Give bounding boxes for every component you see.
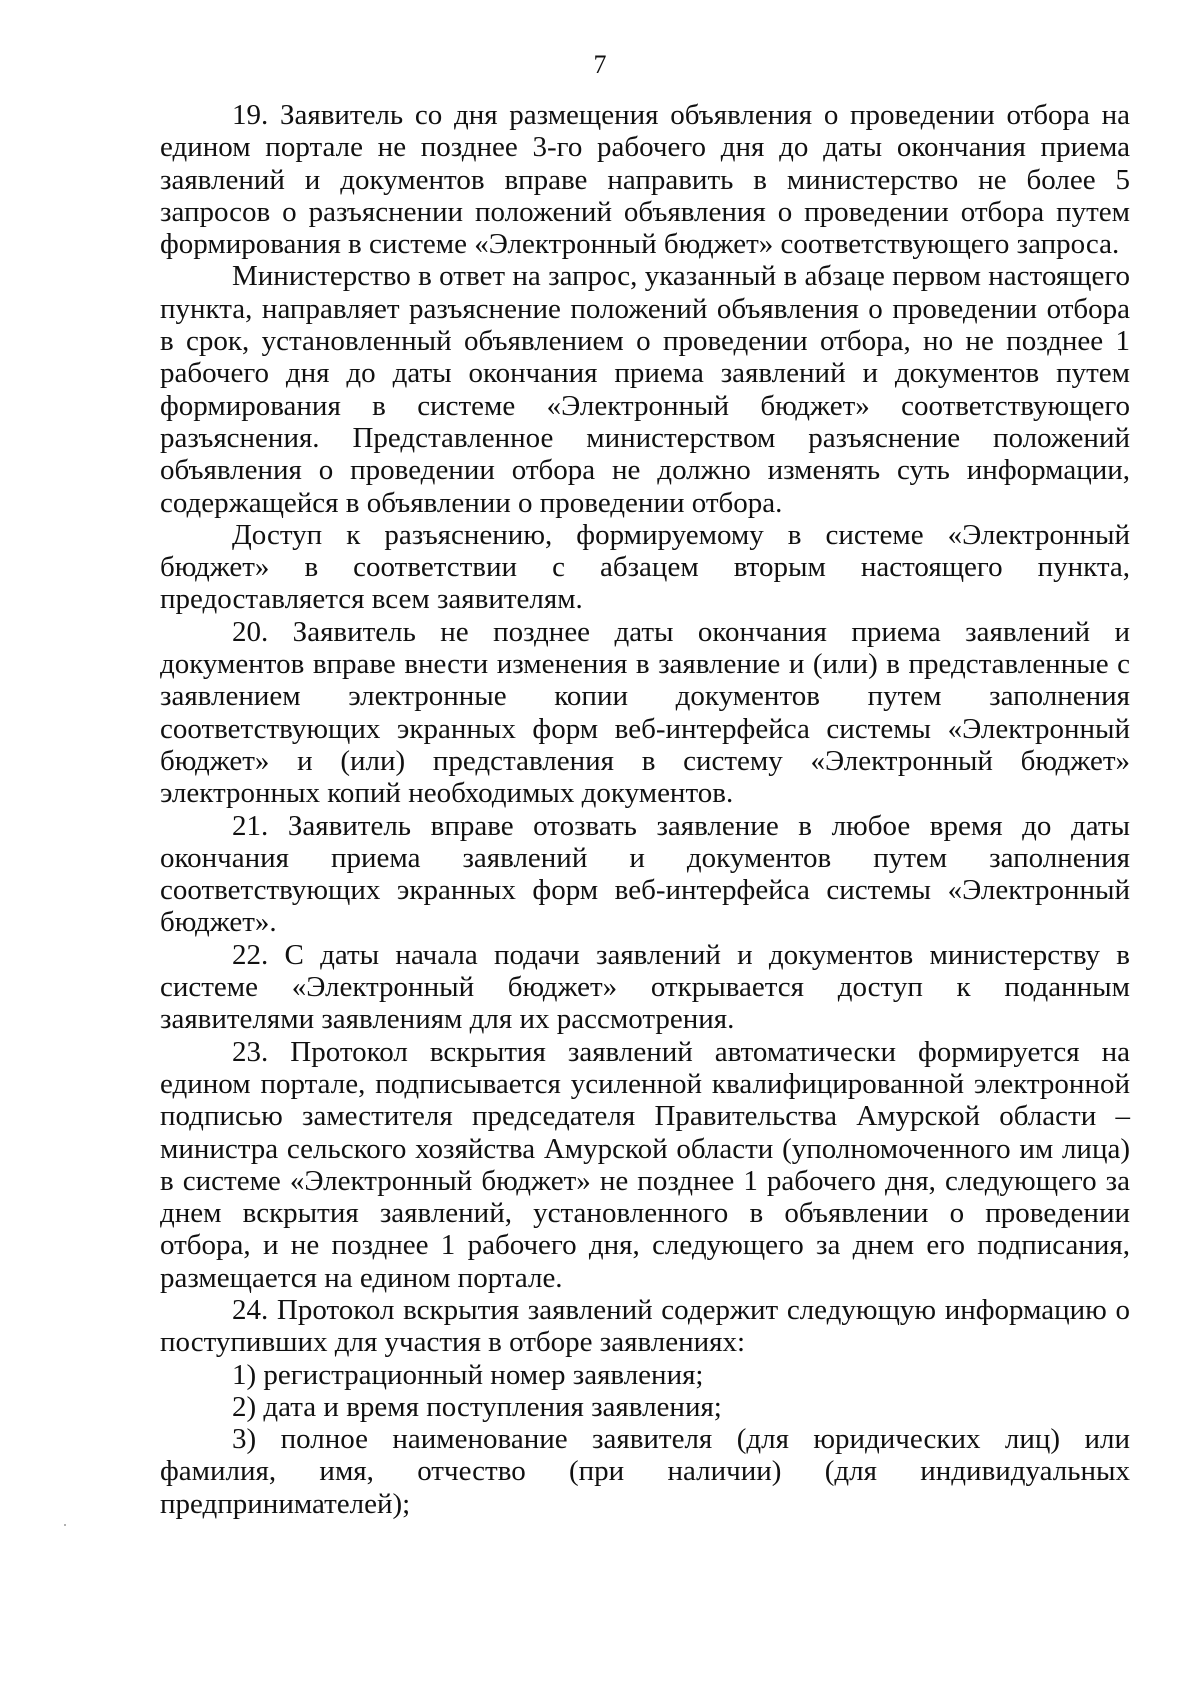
paragraph-22: 22. С даты начала подачи заявлений и документов министерству в системе «Электронный бюджет» открывается доступ к поданным заявителями заявлениям для их рассмотрения. [160,938,1130,1036]
page-number: 7 [593,50,607,79]
document-body [160,99,1130,1520]
list-item-1: 1) регистрационный номер заявления; [232,1358,704,1391]
paragraph-24: 24. Протокол вскрытия заявлений содержит следующую информацию о поступивших для участия в отборе заявлениях: [160,1293,1130,1359]
list-item-3: 3) полное наименование заявителя (для юридических лиц) или фамилия, имя, отчество (при наличии) (для индивидуальных предпринимателей); [160,1423,1130,1520]
paragraph-19-ministry-response: Министерство в ответ на запрос, указанный в абзаце первом настоящего пункта, направляет разъяснение положений объявления о проведении отбора в срок, установленный объявлением о проведении отбора, но не позднее 1 рабочего дня до даты окончания приема заявлений и документов путем формирования в системе «Электронный бюджет» соответствующего разъяснения. Представленное министерством разъяснение положений объявления о проведении отбора не должно изменять суть информации, содержащейся в объявлении о проведении отбора. [160,260,1130,519]
paragraph-19: 19. Заявитель со дня размещения объявления о проведении отбора на едином портале не позднее 3-го рабочего дня до даты окончания приема заявлений и документов вправе направить в министерство не более 5 запросов о разъяснении положений объявления о проведении отбора путем формирования в системе «Электронный бюджет» соответствующего запроса. [160,99,1130,261]
paragraph-20: 20. Заявитель не позднее даты окончания приема заявлений и документов вправе внести изменения в заявление и (или) в представленные с заявлением электронные копии документов путем заполнения соответствующих экранных форм веб-интерфейса системы «Электронный бюджет» и (или) представления в систему «Электронный бюджет» электронных копий необходимых документов. [160,615,1130,810]
paragraph-23: 23. Протокол вскрытия заявлений автоматически формируется на едином портале, подписывается усиленной квалифицированной электронной подписью заместителя председателя Правительства Амурской области – министра сельского хозяйства Амурской области (уполномоченного им лица) в системе «Электронный бюджет» не позднее 1 рабочего дня, следующего за днем вскрытия заявлений, установленного в объявлении о проведении отбора, и не позднее 1 рабочего дня, следующего за днем его подписания, размещается на едином портале. [160,1035,1130,1294]
paragraph-19-access: Доступ к разъяснению, формируемому в системе «Электронный бюджет» в соответствии с абзацем вторым настоящего пункта, предоставляется всем заявителям. [160,518,1130,616]
list-item-2: 2) дата и время поступления заявления; [232,1390,722,1423]
paragraph-21: 21. Заявитель вправе отозвать заявление в любое время до даты окончания приема заявлений и документов путем заполнения соответствующих экранных форм веб-интерфейса системы «Электронный бюджет». [160,809,1130,939]
scan-speck [64,1524,66,1526]
